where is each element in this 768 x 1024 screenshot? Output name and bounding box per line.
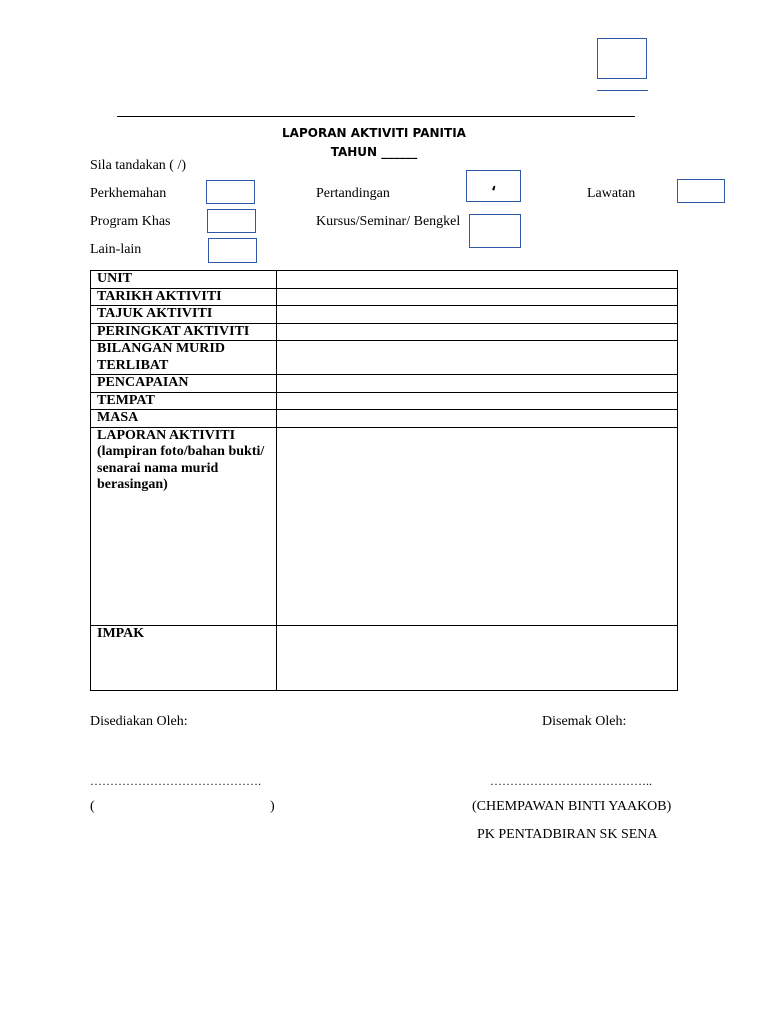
logo-box xyxy=(597,38,647,79)
header-rule xyxy=(117,116,635,117)
row-value-impak[interactable] xyxy=(277,625,678,690)
table-row xyxy=(91,392,678,410)
instruction-text: Sila tandakan ( /) xyxy=(90,158,187,173)
row-value-tajuk[interactable] xyxy=(277,306,678,324)
perkhemahan-label: Perkhemahan xyxy=(90,186,167,201)
checker-title: PK PENTADBIRAN SK SENA xyxy=(477,827,658,842)
program-khas-label: Program Khas xyxy=(90,214,171,229)
row-label-tempat: TEMPAT xyxy=(91,392,277,410)
row-label-pencapaian: PENCAPAIAN xyxy=(91,375,277,393)
signature-dots-right: ………………………………….. xyxy=(490,774,652,788)
row-value-unit[interactable] xyxy=(277,271,678,289)
table-row xyxy=(91,427,678,625)
table-row xyxy=(91,410,678,428)
lain-lain-checkbox[interactable] xyxy=(208,238,257,263)
kursus-label: Kursus/Seminar/ Bengkel xyxy=(316,214,461,229)
pertandingan-mark: ، xyxy=(491,177,497,194)
row-value-masa[interactable] xyxy=(277,410,678,428)
preparer-name-open: ( xyxy=(90,799,95,814)
program-khas-checkbox[interactable] xyxy=(207,209,256,233)
row-value-bilangan[interactable] xyxy=(277,341,678,375)
row-label-unit: UNIT xyxy=(91,271,277,289)
row-label-laporan: LAPORAN AKTIVITI (lampiran foto/bahan bukti/ senarai nama murid berasingan) xyxy=(91,427,277,625)
checked-by-label: Disemak Oleh: xyxy=(542,714,627,729)
row-value-peringkat[interactable] xyxy=(277,323,678,341)
lawatan-checkbox[interactable] xyxy=(677,179,725,203)
lawatan-label: Lawatan xyxy=(587,186,636,201)
row-label-peringkat: PERINGKAT AKTIVITI xyxy=(91,323,277,341)
form-title: LAPORAN AKTIVITI PANITIA xyxy=(282,126,466,140)
row-label-impak: IMPAK xyxy=(91,625,277,690)
perkhemahan-checkbox[interactable] xyxy=(206,180,255,204)
row-label-bilangan: BILANGAN MURID TERLIBAT xyxy=(91,341,277,375)
logo-underline xyxy=(597,90,648,91)
row-value-laporan[interactable] xyxy=(277,427,678,625)
row-value-tempat[interactable] xyxy=(277,392,678,410)
row-label-masa: MASA xyxy=(91,410,277,428)
table-row xyxy=(91,375,678,393)
pertandingan-checkbox[interactable] xyxy=(466,170,521,202)
table-row xyxy=(91,271,678,289)
lain-lain-label: Lain-lain xyxy=(90,242,142,257)
row-value-pencapaian[interactable] xyxy=(277,375,678,393)
checker-name: (CHEMPAWAN BINTI YAAKOB) xyxy=(472,799,672,814)
table-row xyxy=(91,288,678,306)
row-label-tarikh: TARIKH AKTIVITI xyxy=(91,288,277,306)
table-row xyxy=(91,341,678,375)
table-row xyxy=(91,625,678,690)
row-value-tarikh[interactable] xyxy=(277,288,678,306)
row-label-tajuk: TAJUK AKTIVITI xyxy=(91,306,277,324)
activity-report-table xyxy=(90,270,678,691)
kursus-checkbox[interactable] xyxy=(469,214,521,248)
preparer-name-close: ) xyxy=(270,799,275,814)
table-row xyxy=(91,323,678,341)
form-year-line: TAHUN ______ xyxy=(330,145,418,159)
table-row xyxy=(91,306,678,324)
pertandingan-label: Pertandingan xyxy=(316,186,390,201)
prepared-by-label: Disediakan Oleh: xyxy=(90,714,188,729)
signature-dots-left: ……………………………………. xyxy=(90,774,261,788)
